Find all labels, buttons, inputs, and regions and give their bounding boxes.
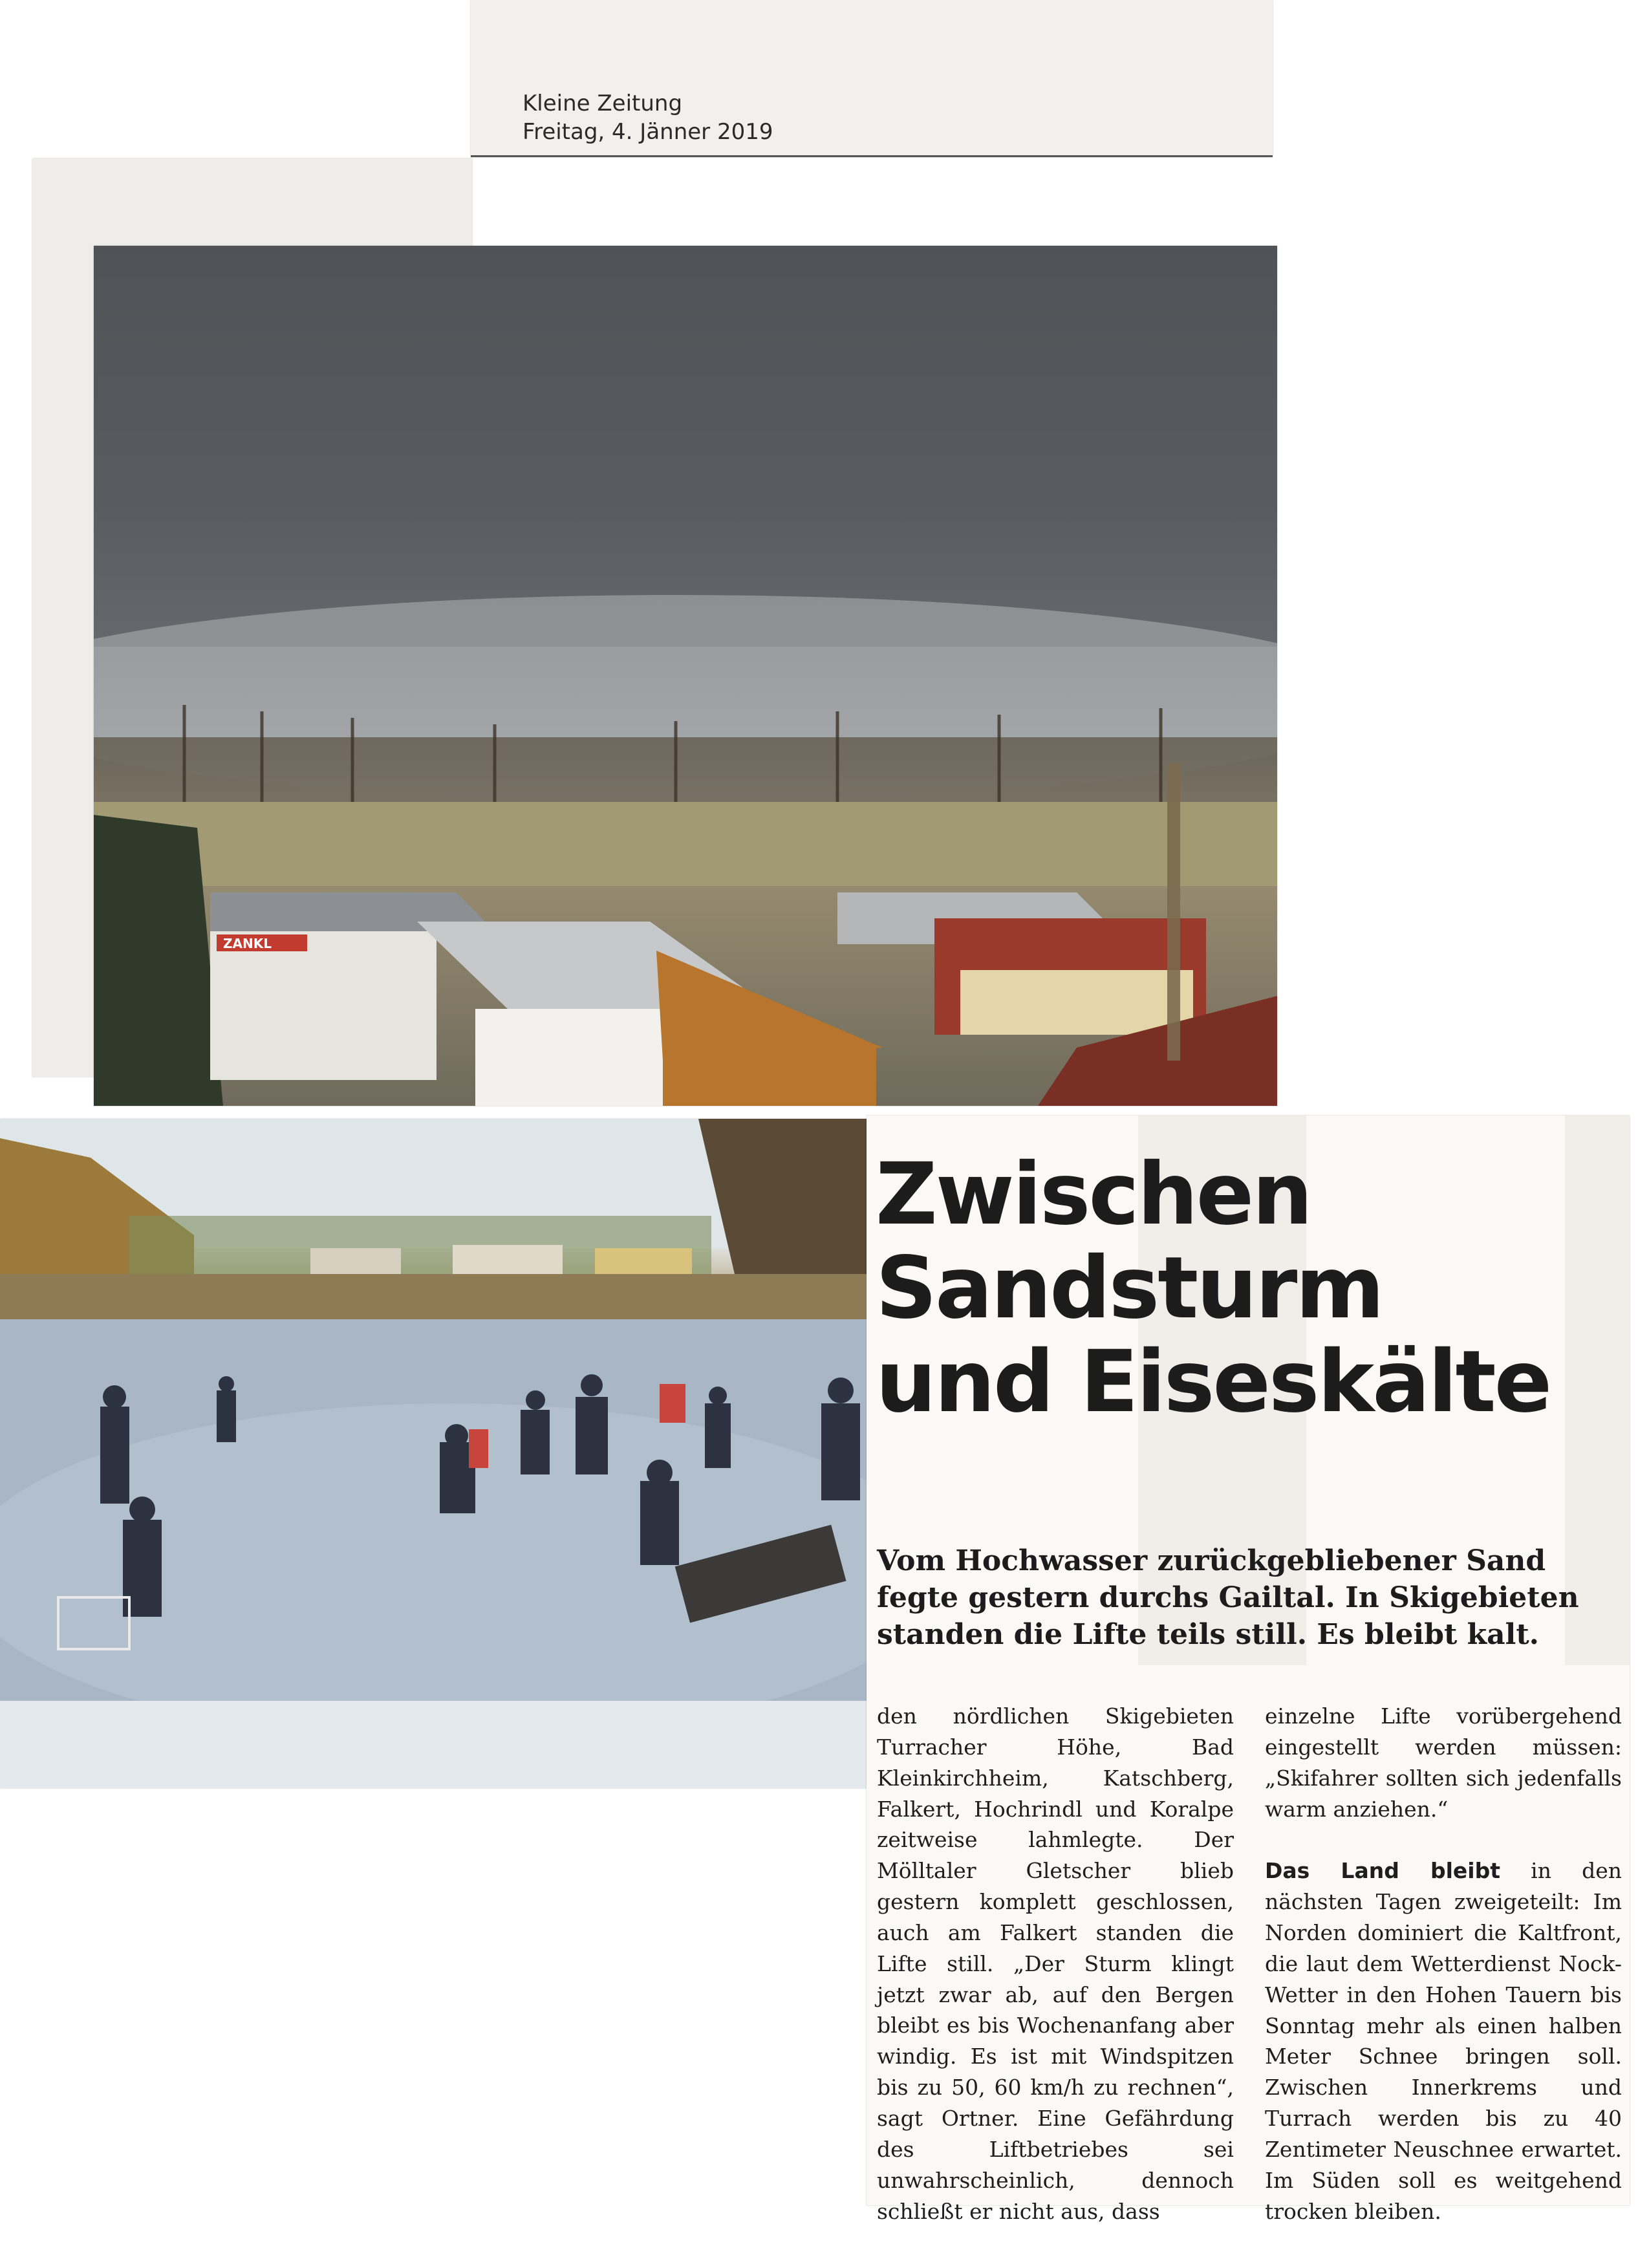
body-column-right [1265, 1701, 1622, 2227]
article-clipping [867, 1116, 1630, 2224]
headline [876, 1145, 1626, 1432]
body-paragraph [1265, 1855, 1622, 2227]
headline-line: Zwischen [876, 1145, 1311, 1244]
photo-sandstorm-village [94, 246, 1277, 1106]
photo-ice-hockey-pond [0, 1119, 867, 1788]
body-column-left [877, 1701, 1234, 2227]
run-in-heading: Das Land bleibt [1265, 1858, 1501, 1884]
headline-line: Sandsturm [876, 1238, 1383, 1339]
publication-date: Freitag, 4. Jänner 2019 [523, 119, 773, 146]
body-text: in den nächsten Tagen zweigeteilt: Im Norden dominiert die Kaltfront, die laut dem Wetterdienst Nock-Wetter in den Hohen Tauern bis Sonntag mehr als einen halben Meter Schnee bringen soll. Zwischen Innerkrems und Turrach werden bis zu 40 Zentimeter Neuschnee erwartet. Im Süden soll es weitgehend trocken bleiben. [1265, 1858, 1622, 2224]
publication-info [523, 89, 773, 146]
body-paragraph: den nördlichen Skigebieten Turracher Höhe, Bad Kleinkirchheim, Katschberg, Falkert, Hochrindl und Koralpe zeitweise lahmlegte. Der Mölltaler Gletscher blieb gestern komplett geschlossen, auch am Falkert standen die Lifte still. „Der Sturm klingt jetzt zwar ab, auf den Bergen bleibt es bis Wochenanfang aber windig. Es ist mit Windspitzen bis zu 50, 60 km/h zu rechnen“, sagt Ortner. Eine Gefährdung des Liftbetriebes sei unwahrscheinlich, dennoch schließt er nicht aus, dass [877, 1703, 1234, 2224]
headline-line: und Eiseskälte [876, 1332, 1551, 1432]
shop-sign-text: ZANKL [223, 936, 272, 951]
publication-name: Kleine Zeitung [523, 91, 683, 116]
body-paragraph: einzelne Lifte vorübergehend eingestellt werden müssen: „Skifahrer sollten sich jedenfalls warm anziehen.“ [1265, 1703, 1622, 1822]
masthead-clipping [471, 0, 1273, 157]
subheadline: Vom Hochwasser zurückgebliebener Sand fegte gestern durchs Gailtal. In Skigebieten standen die Lifte teils still. Es bleibt kalt. [877, 1544, 1579, 1652]
